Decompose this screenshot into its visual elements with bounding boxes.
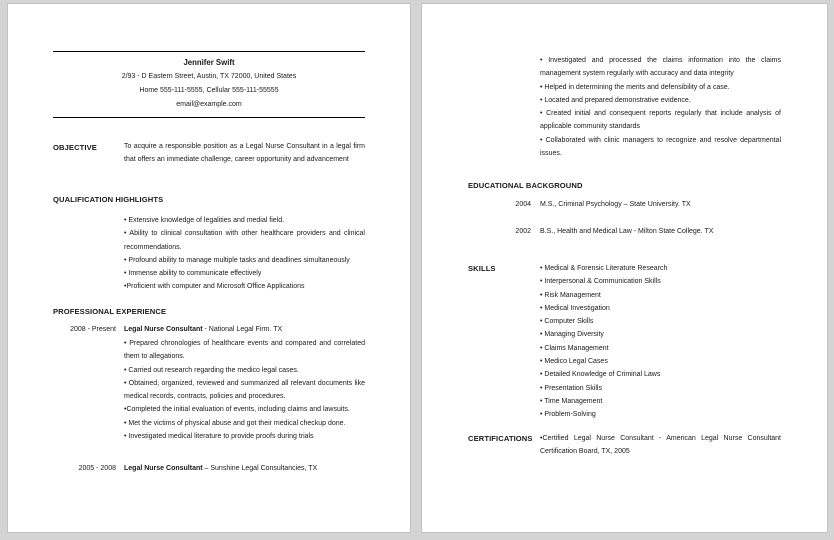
list-item: • Collaborated with clinic managers to recognize and resolve departmental issues. xyxy=(540,136,781,158)
list-item: • Carried out research regarding the medico legal cases. xyxy=(124,366,299,374)
list-item: • Computer Skills xyxy=(540,318,594,326)
job-title-line xyxy=(124,323,365,336)
list-item: • Helped in determining the merits and defensibility of a case. xyxy=(540,83,730,91)
education-year: 2002 xyxy=(515,228,531,235)
list-item: • Met the victims of physical abuse and got their medical checkup done. xyxy=(124,419,346,427)
objective-heading: OBJECTIVE xyxy=(53,143,97,152)
list-item: • Extensive knowledge of legalities and medial field. xyxy=(124,217,285,224)
list-item: • Risk Management xyxy=(540,291,601,299)
certifications-text: •Certified Legal Nurse Consultant - American Legal Nurse Consultant Certification Board, TX, 2005 xyxy=(540,435,781,456)
list-item: • Investigated and processed the claims information into the claims management system regularly with accuracy and data integrity xyxy=(540,57,781,78)
job-duties-list xyxy=(124,337,365,443)
qualifications-list xyxy=(124,214,365,294)
job-dates: 2008 - Present xyxy=(70,326,116,333)
skills-heading: SKILLS xyxy=(468,264,496,273)
list-item: • Problem-Solving xyxy=(540,411,596,419)
education-entry: B.S., Health and Medical Law - Milton State College. TX xyxy=(540,228,714,235)
email: email@example.com xyxy=(176,101,242,108)
list-item: • Detailed Knowledge of Criminal Laws xyxy=(540,371,661,379)
education-entry: M.S., Criminal Psychology – State University. TX xyxy=(540,201,691,208)
list-item: • Time Management xyxy=(540,397,603,405)
list-item: • Profound ability to manage multiple tasks and deadlines simultaneously xyxy=(124,256,350,264)
list-item: • Interpersonal & Communication Skills xyxy=(540,278,661,286)
list-item: • Obtained, organized, reviewed and summarized all relevant documents like medical records, contracts, policies and procedures. xyxy=(124,379,365,401)
education-heading: EDUCATIONAL BACKGROUND xyxy=(468,181,583,190)
resume-page-1 xyxy=(7,3,411,533)
list-item: • Managing Diversity xyxy=(540,331,604,339)
header-rule-bottom xyxy=(53,117,365,118)
candidate-name: Jennifer Swift xyxy=(183,58,235,67)
list-item: •Completed the initial evaluation of events, including claims and lawsuits. xyxy=(124,406,350,414)
list-item: • Medico Legal Cases xyxy=(540,358,608,366)
job-employer: - National Legal Firm. TX xyxy=(202,326,283,333)
list-item: •Proficient with computer and Microsoft Office Applications xyxy=(124,283,305,291)
list-item: • Presentation Skills xyxy=(540,384,602,392)
list-item: • Prepared chronologies of healthcare events and compared and correlated them to allegations. xyxy=(124,340,365,361)
job-duties-list-continued xyxy=(540,54,781,160)
list-item: • Located and prepared demonstrative evidence. xyxy=(540,96,691,104)
header-rule xyxy=(53,51,365,52)
job-dates: 2005 - 2008 xyxy=(78,465,116,472)
objective-text: To acquire a responsible position as a Legal Nurse Consultant in a legal firm that offers an immediate challenge, career opportunity and advancement xyxy=(124,143,365,164)
skills-list xyxy=(540,262,781,422)
list-item: • Medical Investigation xyxy=(540,304,610,312)
list-item: • Ability to clinical consultation with other healthcare providers and clinical recommendations. xyxy=(124,230,365,251)
resume-page-2 xyxy=(421,3,828,533)
qualifications-heading: QUALIFICATION HIGHLIGHTS xyxy=(53,195,164,204)
list-item: • Created initial and consequent reports regularly that include analysis of applicable community standards xyxy=(540,110,781,131)
list-item: • Medical & Forensic Literature Research xyxy=(540,265,668,272)
job-employer: – Sunshine Legal Consultancies, TX xyxy=(202,465,318,472)
list-item: • Investigated medical literature to provide proofs during trials xyxy=(124,433,314,441)
list-item: • Immense ability to communicate effectively xyxy=(124,270,262,278)
job-title: Legal Nurse Consultant xyxy=(124,465,203,472)
list-item: • Claims Management xyxy=(540,344,609,352)
phone-numbers: Home 555-111-5555, Cellular 555-111-55555 xyxy=(139,87,279,94)
job-title: Legal Nurse Consultant xyxy=(124,326,203,333)
address: 2/93 - D Eastern Street, Austin, TX 72000, United States xyxy=(121,73,297,80)
certifications-heading: CERTIFICATIONS xyxy=(468,434,533,443)
job-title-line xyxy=(124,462,365,475)
education-year: 2004 xyxy=(515,201,531,208)
experience-heading: PROFESSIONAL EXPERIENCE xyxy=(53,307,167,316)
